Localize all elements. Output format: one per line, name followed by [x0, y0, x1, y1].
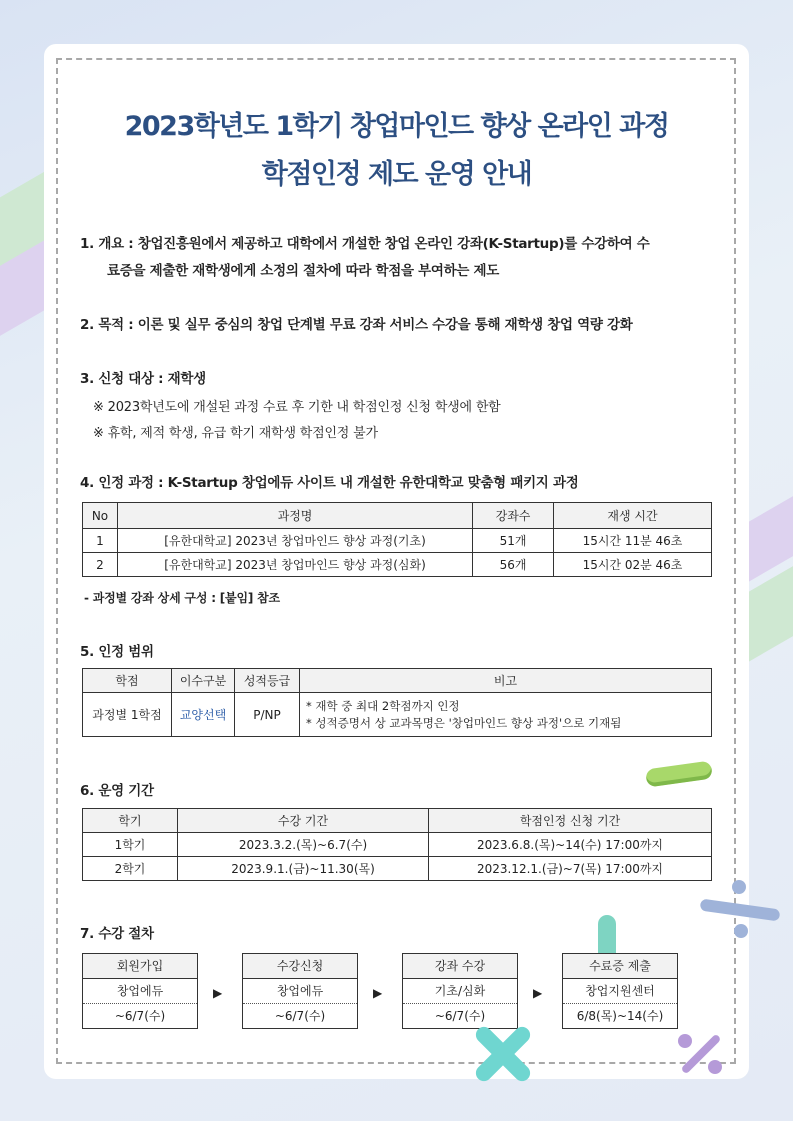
- step-submit: [562, 953, 678, 1029]
- cell-runtime: 15시간 02분 46초: [554, 553, 712, 577]
- cell-semester: 1학기: [83, 833, 178, 857]
- page-title-line2: 학점인정 제도 운영 안내: [261, 159, 532, 190]
- cell-semester: 2학기: [83, 857, 178, 881]
- cell-runtime: 15시간 11분 46초: [554, 529, 712, 553]
- cell-course-period: 2023.9.1.(금)~11.30(목): [178, 857, 429, 881]
- cell-credit: 과정별 1학점: [83, 693, 172, 737]
- cell-course-period: 2023.3.2.(목)~6.7(수): [178, 833, 429, 857]
- table-row: [83, 833, 712, 857]
- section-1-overview: 1. 개요 : 창업진흥원에서 제공하고 대학에서 개설한 창업 온라인 강좌(K-Startup)를 수강하여 수: [80, 236, 650, 252]
- section-2-purpose: 2. 목적 : 이론 및 실무 중심의 창업 단계별 무료 강좌 서비스 수강을 통해 재학생 창업 역량 강화: [80, 317, 633, 333]
- decor-percent-icon: [676, 1030, 726, 1080]
- table-row: [83, 553, 712, 577]
- col-header-semester: 학기: [83, 809, 178, 833]
- step-when: ~6/7(수): [274, 1009, 326, 1023]
- step-where: 기초/심화: [403, 979, 517, 1004]
- courses-table: [82, 502, 712, 577]
- arrow-right-icon: ▶: [213, 986, 223, 1000]
- col-header-grade: 성적등급: [235, 669, 300, 693]
- cell-lectures: 56개: [473, 553, 554, 577]
- step-title: 회원가입: [83, 954, 197, 979]
- col-header-no: No: [83, 503, 118, 529]
- col-header-credit: 학점: [83, 669, 172, 693]
- section-5-scope: 5. 인정 범위: [80, 644, 154, 660]
- step-when: 6/8(목)~14(수): [576, 1009, 664, 1023]
- step-when: ~6/7(수): [114, 1009, 166, 1023]
- table-row: [83, 857, 712, 881]
- cell-lectures: 51개: [473, 529, 554, 553]
- col-header-runtime: 재생 시간: [554, 503, 712, 529]
- scope-table: [82, 668, 712, 737]
- cell-no: 2: [83, 553, 118, 577]
- cell-course: [유한대학교] 2023년 창업마인드 향상 과정(심화): [118, 553, 473, 577]
- col-header-category: 이수구분: [172, 669, 235, 693]
- col-header-course: 과정명: [118, 503, 473, 529]
- remark-line-1: * 재학 중 최대 2학점까지 인정: [306, 698, 460, 713]
- step-title: 강좌 수강: [403, 954, 517, 979]
- step-where: 창업에듀: [243, 979, 357, 1004]
- eligibility-note-1: ※ 2023학년도에 개설된 과정 수료 후 기한 내 학점인정 신청 학생에 한함: [93, 400, 501, 415]
- decor-divide-icon: [700, 880, 780, 940]
- cell-course: [유한대학교] 2023년 창업마인드 향상 과정(기초): [118, 529, 473, 553]
- col-header-lectures: 강좌수: [473, 503, 554, 529]
- step-when: ~6/7(수): [434, 1009, 486, 1023]
- decor-shape-green-right: [745, 566, 793, 664]
- remark-line-2: * 성적증명서 상 교과목명은 '창업마인드 향상 과정'으로 기재됨: [306, 715, 622, 730]
- cell-apply-period: 2023.6.8.(목)~14(수) 17:00까지: [429, 833, 712, 857]
- page-title-line1: 2023학년도 1학기 창업마인드 향상 온라인 과정: [124, 111, 669, 142]
- period-table: [82, 808, 712, 881]
- table-row: [83, 529, 712, 553]
- step-title: 수강신청: [243, 954, 357, 979]
- cell-no: 1: [83, 529, 118, 553]
- col-header-apply-period: 학점인정 신청 기간: [429, 809, 712, 833]
- col-header-course-period: 수강 기간: [178, 809, 429, 833]
- step-signup: [82, 953, 198, 1029]
- section-7-procedure: 7. 수강 절차: [80, 926, 154, 942]
- eligibility-note-2: ※ 휴학, 제적 학생, 유급 학기 재학생 학점인정 불가: [93, 426, 378, 441]
- arrow-right-icon: ▶: [373, 986, 383, 1000]
- section-3-eligibility: 3. 신청 대상 : 재학생: [80, 371, 206, 387]
- cell-apply-period: 2023.12.1.(금)~7(목) 17:00까지: [429, 857, 712, 881]
- decor-times-icon: [468, 1018, 538, 1088]
- section-6-period: 6. 운영 기간: [80, 783, 154, 799]
- section-4-courses: 4. 인정 과정 : K-Startup 창업에듀 사이트 내 개설한 유한대학교 맞춤형 패키지 과정: [80, 475, 579, 491]
- course-footnote: - 과정별 강좌 상세 구성 : [붙임] 참조: [84, 591, 280, 605]
- section-1-overview-cont: 료증을 제출한 재학생에게 소정의 절차에 따라 학점을 부여하는 제도: [107, 263, 499, 279]
- col-header-remark: 비고: [300, 669, 712, 693]
- step-enroll: [242, 953, 358, 1029]
- cell-remark: [300, 693, 712, 737]
- cell-category: 교양선택: [172, 693, 235, 737]
- table-row: [83, 693, 712, 737]
- cell-grade: P/NP: [235, 693, 300, 737]
- arrow-right-icon: ▶: [533, 986, 543, 1000]
- step-where: 창업지원센터: [563, 979, 677, 1004]
- step-where: 창업에듀: [83, 979, 197, 1004]
- step-title: 수료증 제출: [563, 954, 677, 979]
